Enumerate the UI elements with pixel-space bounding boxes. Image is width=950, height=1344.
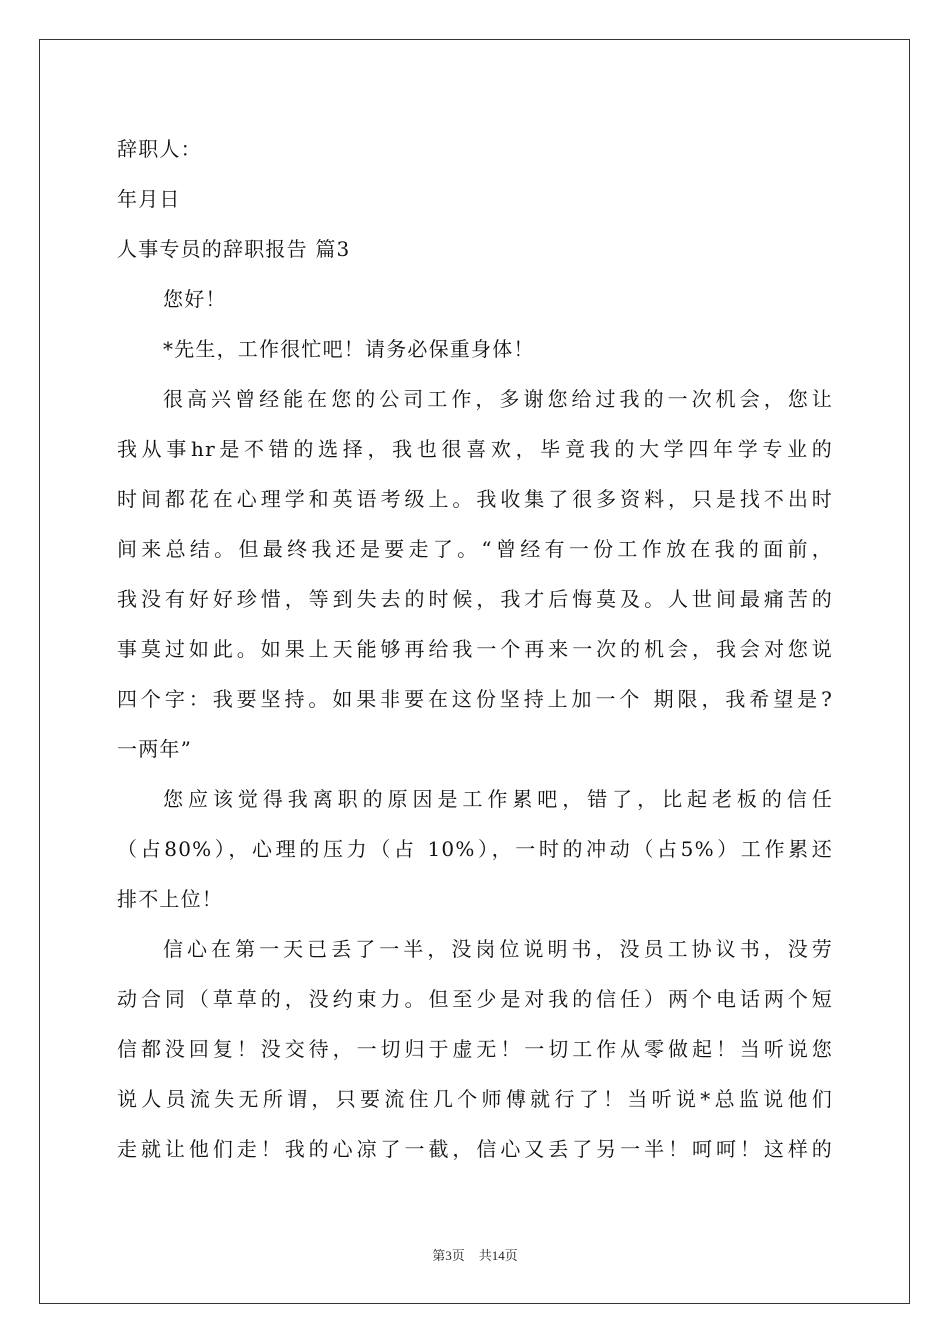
date-label: 年月日: [117, 187, 181, 211]
page-footer: [0, 1248, 950, 1264]
text-line: 我从事hr是不错的选择，我也很喜欢，毕竟我的大学四年学专业的: [117, 437, 833, 461]
page-border: [39, 39, 910, 1304]
text-line: 您应该觉得我离职的原因是工作累吧，错了，比起老板的信任: [163, 787, 833, 811]
text-line: 信心在第一天已丢了一半，没岗位说明书，没员工协议书，没劳: [163, 937, 833, 961]
text-line: 间来总结。但最终我还是要走了。“曾经有一份工作放在我的面前，: [117, 537, 833, 561]
signature-label: 辞职人：: [117, 137, 202, 161]
text-line: 动合同（草草的，没约束力。但至少是对我的信任）两个电话两个短: [117, 987, 833, 1011]
text-line: 四个字：我要坚持。如果非要在这份坚持上加一个 期限，我希望是?: [117, 687, 833, 711]
text-line: 很高兴曾经能在您的公司工作，多谢您给过我的一次机会，您让: [163, 387, 833, 411]
text-line: 事莫过如此。如果上天能够再给我一个再来一次的机会，我会对您说: [117, 637, 833, 661]
text-line: 排不上位！: [117, 887, 223, 911]
text-line: 走就让他们走！我的心凉了一截，信心又丢了另一半！呵呵！这样的: [117, 1137, 833, 1161]
text-line: 信都没回复！没交待，一切归于虚无！一切工作从零做起！当听说您: [117, 1037, 833, 1061]
page-total: 共14页: [478, 1248, 518, 1263]
text-line: （占80%），心理的压力（占 10%），一时的冲动（占5%）工作累还: [117, 837, 833, 861]
greeting: 您好！: [163, 287, 227, 311]
page-number: 第3页: [432, 1248, 465, 1263]
text-line: 一两年”: [117, 737, 193, 761]
text-line: 我没有好好珍惜，等到失去的时候，我才后悔莫及。人世间最痛苦的: [117, 587, 833, 611]
text-line: 说人员流失无所谓，只要流住几个师傅就行了！当听说*总监说他们: [117, 1087, 833, 1111]
text-line: 时间都花在心理学和英语考级上。我收集了很多资料，只是找不出时: [117, 487, 833, 511]
section-heading: 人事专员的辞职报告 篇3: [117, 237, 351, 261]
salutation-line: *先生，工作很忙吧！请务必保重身体！: [163, 337, 535, 361]
